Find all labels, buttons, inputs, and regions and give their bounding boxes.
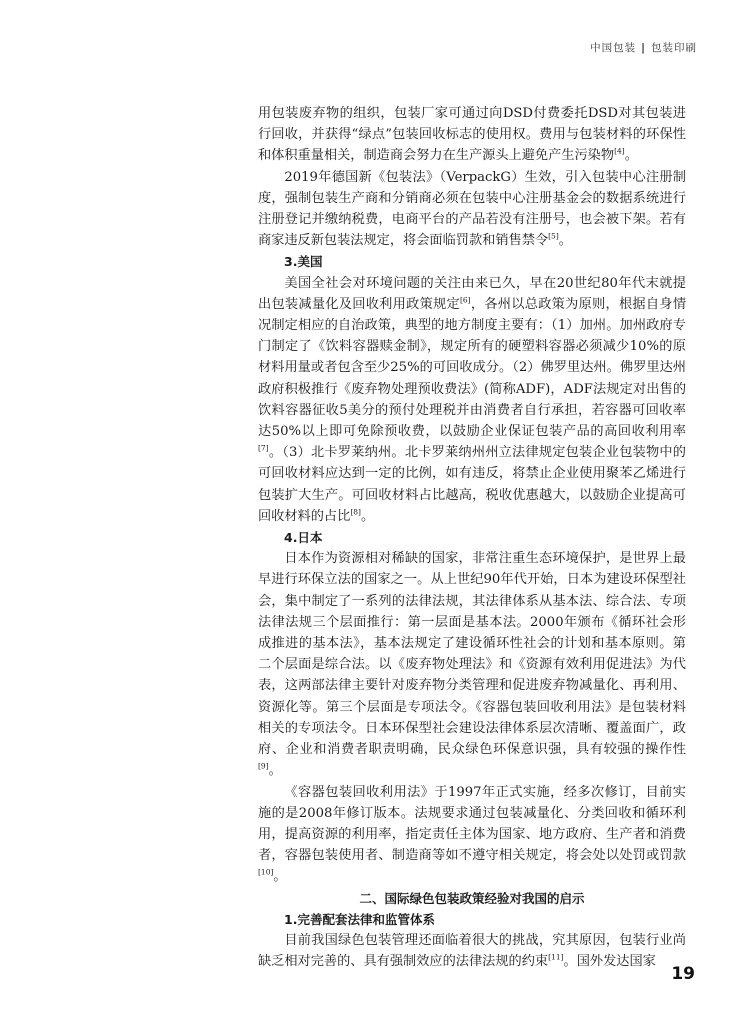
paragraph-dsd-continuation: 用包装废弃物的组织，包装厂家可通过向DSD付费委托DSD对其包装进行回收，并获得“绿点”包装回收标志的使用权。费用与包装材料的环保性和体积重量相关，制造商会努力在生产源头上避免产生污染物[4]。 xyxy=(258,106,686,164)
citation-10: [10] xyxy=(258,867,274,877)
paragraph-usa: 美国全社会对环境问题的关注由来已久，早在20世纪80年代末就提出包装减量化及回收利用政策规定[6]，各州以总政策为原则，根据自身情况制定相应的自治政策，典型的地方制度主要有：（1）加州。加州政府专门制定了《饮料容器赎金制》，规定所有的硬塑料容器必须减少10%的原材料用量或者包含至少25%的可回收成分。（2）佛罗里达州。佛罗里达州政府积极推行《废弃物处理预收费法》(简称ADF)，ADF法规定对出售的饮料容器征收5美分的预付处理税并由消费者自行承担，若容器可回收率达50%以上即可免除预收费，以鼓励企业保证包装产品的高回收利用率[7]。（3）北卡罗莱纳州。北卡罗莱纳州州立法律规定包装企业包装物中的可回收材料应达到一定的比例，如有违反，将禁止企业使用聚苯乙烯进行包装扩大生产。可回收材料占比越高，税收优惠越大，以鼓励企业提高可回收材料的占比[8]。 xyxy=(258,275,687,524)
page-number: 19 xyxy=(671,964,695,984)
citation-4: [4] xyxy=(614,147,625,157)
header-separator: | xyxy=(641,42,646,54)
paragraph-verpackg: 2019年德国新《包装法》（VerpackG）生效，引入包装中心注册制度，强制包装生产商和分销商必须在包装中心注册基金会的数据系统进行注册登记并缴纳税费，电商平台的产品若没有注册号，也会被下架。若有商家违反新包装法规定，将会面临罚款和销售禁令[5]。 xyxy=(258,169,686,249)
running-header xyxy=(590,40,697,55)
heading-usa: 3.美国 xyxy=(284,254,323,270)
citation-7: [7] xyxy=(258,443,269,453)
section-heading-2: 二、国际绿色包装政策经验对我国的启示 xyxy=(359,890,585,906)
citation-6: [6] xyxy=(459,295,471,305)
article-body xyxy=(258,103,686,972)
heading-japan: 4.日本 xyxy=(284,530,323,546)
section-name: 包装印刷 xyxy=(651,42,697,54)
citation-9: [9] xyxy=(258,761,269,771)
citation-5: [5] xyxy=(548,231,559,241)
paragraph-container-law: 《容器包装回收利用法》于1997年正式实施，经多次修订，目前实施的是2008年修订版本。法规要求通过包装减量化、分类回收和循环利用，提高资源的利用率，指定责任主体为国家、地方政府、生产者和消费者，容器包装使用者、制造商等如不遵守相关规定，将会处以处罚或罚款[10]。 xyxy=(258,784,686,885)
publication-name: 中国包装 xyxy=(590,42,637,54)
citation-11: [11] xyxy=(548,952,564,962)
citation-8: [8] xyxy=(350,507,361,517)
paragraph-japan: 日本作为资源相对稀缺的国家，非常注重生态环境保护，是世界上最早进行环保立法的国家之一。从上世纪90年代开始，日本为建设环保型社会，集中制定了一系列的法律法规，其法律体系从基本法、综合法、专项法律法规三个层面推行：第一层面是基本法。2000年颁布《循环社会形成推进的基本法》，基本法规定了建设循环性社会的计划和基本原则。第二个层面是综合法。以《废弃物处理法》和《资源有效利用促进法》为代表，这两部法律主要针对废弃物分类管理和促进废弃物减量化、再利用、资源化等。第三个层面是专项法令。《容器包装回收利用法》是包装材料相关的专项法令。日本环保型社会建设法律体系层次清晰、覆盖面广，政府、企业和消费者职责明确，民众绿色环保意识强，具有较强的操作性[9]。 xyxy=(258,551,686,779)
heading-legal-system: 1.完善配套法律和监管体系 xyxy=(284,911,435,927)
paragraph-challenges: 目前我国绿色包装管理还面临着很大的挑战，究其原因，包装行业尚缺乏相对完善的、具有强制效应的法律法规的约束[11]。国外发达国家 xyxy=(258,932,686,970)
